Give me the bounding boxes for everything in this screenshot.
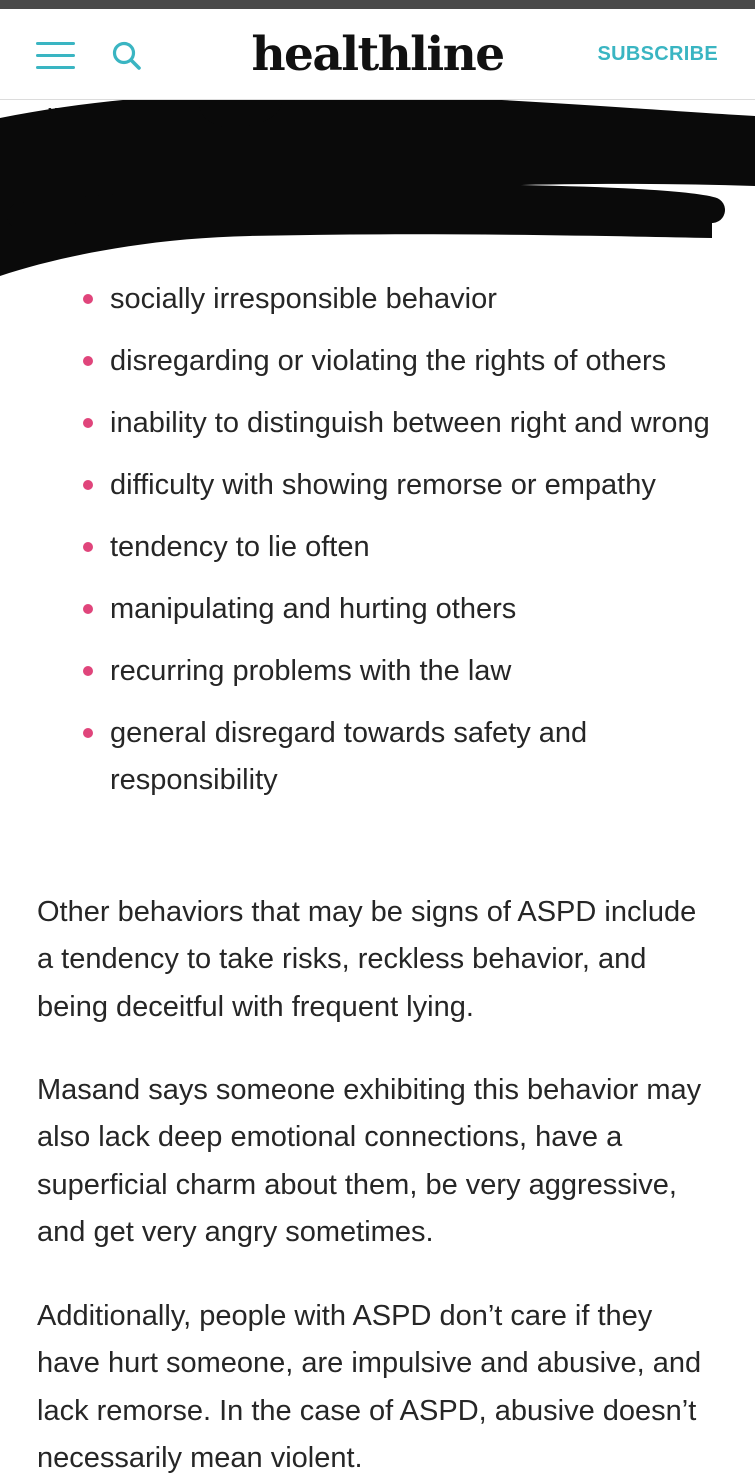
- article-paragraph: Other behaviors that may be signs of ASPD include a tendency to take risks, reckless behavior, and being deceitful with frequent lying.: [37, 896, 697, 1023]
- list-item: manipulating and hurting others: [0, 586, 755, 633]
- subscribe-button[interactable]: SUBSCRIBE: [597, 43, 718, 65]
- list-item: general disregard towards safety and responsibility: [0, 710, 755, 804]
- redaction-scribble: [0, 86, 755, 278]
- site-header: [0, 9, 755, 100]
- bullet-dot-icon: [83, 480, 93, 490]
- bullet-dot-icon: [83, 418, 93, 428]
- list-item: inability to distinguish between right and wrong: [0, 400, 755, 447]
- list-item: difficulty with showing remorse or empathy: [0, 462, 755, 509]
- status-bar-strip: [0, 0, 755, 9]
- list-item: recurring problems with the law: [0, 648, 755, 695]
- bullet-dot-icon: [83, 728, 93, 738]
- list-item: socially irresponsible behavior: [0, 276, 755, 323]
- healthline-logo[interactable]: healthline: [251, 27, 504, 82]
- article-paragraph: Additionally, people with ASPD don’t care if they have hurt someone, are impulsive and abusive, and lack remorse. In the case of ASPD, abusive doesn’t necessarily mean violent.: [37, 1300, 702, 1474]
- article-paragraph: Masand says someone exhibiting this behavior may also lack deep emotional connections, have a superficial charm about them, be very aggressive, and get very angry sometimes.: [37, 1074, 702, 1248]
- bullet-dot-icon: [83, 356, 93, 366]
- bullet-dot-icon: [83, 294, 93, 304]
- bullet-dot-icon: [83, 604, 93, 614]
- bullet-dot-icon: [83, 542, 93, 552]
- list-item: tendency to lie often: [0, 524, 755, 571]
- bullet-dot-icon: [83, 666, 93, 676]
- list-item: disregarding or violating the rights of others: [0, 338, 755, 385]
- signs-list: [0, 276, 755, 819]
